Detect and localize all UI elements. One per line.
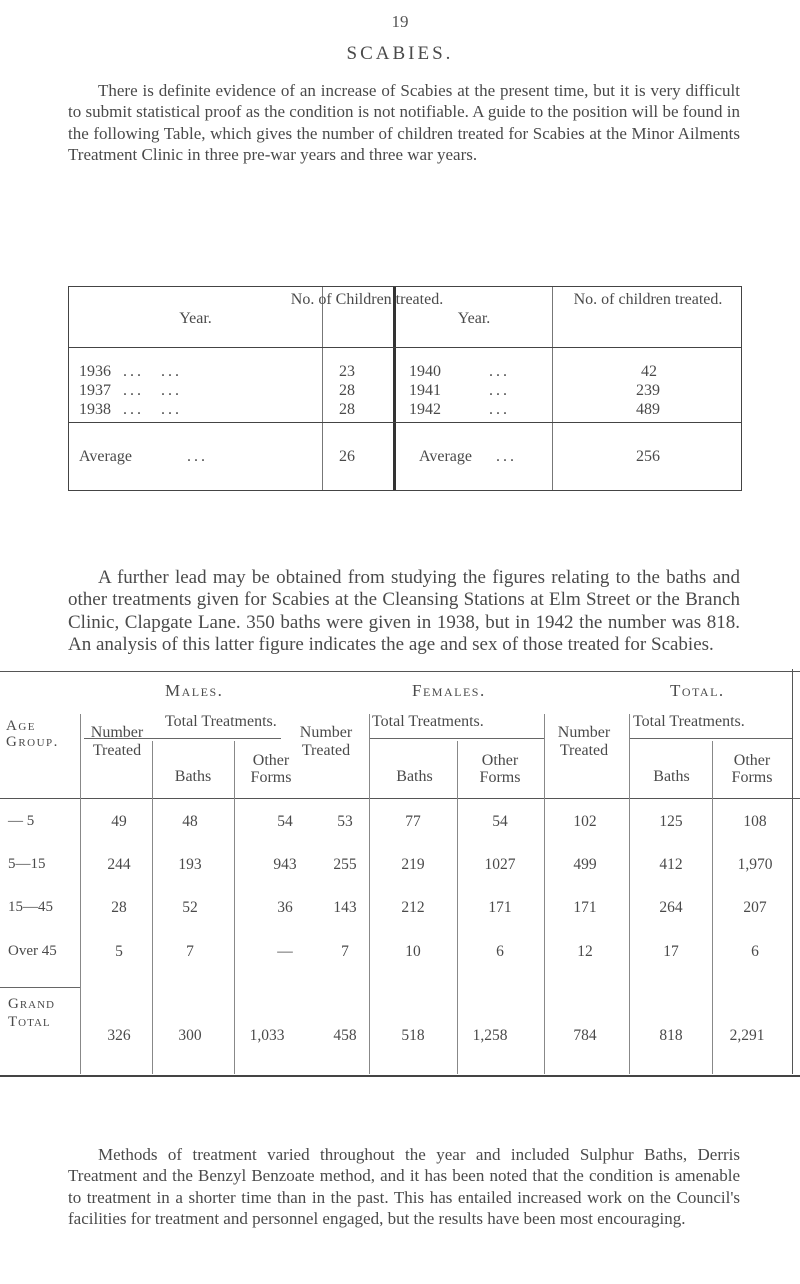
count-right: 239 <box>636 382 660 399</box>
female-baths: 212 <box>401 899 425 916</box>
female-other: 6 <box>496 943 504 960</box>
total-baths: 818 <box>659 1027 683 1044</box>
total-baths: 264 <box>659 899 683 916</box>
male-other: 1,033 <box>249 1027 285 1044</box>
count-right: 489 <box>636 401 660 418</box>
total-number: 784 <box>573 1027 597 1044</box>
female-number: 458 <box>333 1027 357 1044</box>
total-number: 499 <box>573 856 597 873</box>
total-other: 1,970 <box>737 856 773 873</box>
age-group: Over 45 <box>8 943 57 959</box>
total-treatments-header: Total Treatments. <box>633 713 745 730</box>
other-forms-header: Other Forms <box>731 752 773 786</box>
leader: ... <box>161 401 182 418</box>
year-left: 1937 <box>79 382 111 399</box>
male-baths: 52 <box>182 899 198 916</box>
male-number: 28 <box>111 899 127 916</box>
male-other: 54 <box>277 813 293 830</box>
total-baths: 125 <box>659 813 683 830</box>
total-baths: 17 <box>663 943 679 960</box>
children-header-left: No. of Children treated. <box>290 291 444 308</box>
year-header-right: Year. <box>457 310 491 327</box>
number-treated-header: Number Treated <box>90 724 144 759</box>
age-sex-table <box>0 669 800 1114</box>
other-forms-header: Other Forms <box>250 752 292 786</box>
total-number: 12 <box>577 943 593 960</box>
table-row <box>69 363 740 381</box>
leader: ... <box>489 363 510 380</box>
female-other: 1027 <box>484 856 516 873</box>
section-title: SCABIES. <box>346 43 454 64</box>
total-other: 207 <box>743 899 767 916</box>
methods-paragraph: Methods of treatment varied throughout the year and included Sulphur Baths, Derris Treatment and the Benzyl Benzoate method, and it has been noted that the condition is amenable to treatment in a shorter time than in the past. This has entailed increased work on the Council's facilities for treatment and personnel engaged, but the results have been most encouraging. <box>68 1145 740 1229</box>
children-header-right: No. of children treated. <box>573 291 723 308</box>
age-group: 5—15 <box>8 856 46 872</box>
female-number: 143 <box>333 899 357 916</box>
year-right: 1940 <box>409 363 441 380</box>
female-other: 54 <box>492 813 508 830</box>
male-other: 36 <box>277 899 293 916</box>
average-row <box>69 448 740 466</box>
male-number: 244 <box>107 856 131 873</box>
total-other: 6 <box>751 943 759 960</box>
total-header: Total. <box>670 681 725 700</box>
leader: ... <box>489 382 510 399</box>
total-other: 108 <box>743 813 767 830</box>
female-baths: 77 <box>405 813 421 830</box>
leader: ... <box>161 382 182 399</box>
female-baths: 219 <box>401 856 425 873</box>
number-treated-header: Number Treated <box>299 724 353 759</box>
count-left: 23 <box>339 363 355 380</box>
male-other: — <box>277 943 293 960</box>
average-value-left: 26 <box>339 448 355 465</box>
females-header: Females. <box>412 681 486 700</box>
female-baths: 518 <box>401 1027 425 1044</box>
year-left: 1936 <box>79 363 111 380</box>
baths-header: Baths <box>174 768 212 785</box>
further-paragraph: A further lead may be obtained from studying the figures relating to the baths and other treatments given for Scabies at the Cleansing Stations at Elm Street or the Branch Clinic, Clapgate Lane. 350 baths were given in 1938, but in 1942 the number was 818. An analysis of this latter figure indicates the age and sex of those treated for Scabies. <box>68 567 740 655</box>
male-number: 49 <box>111 813 127 830</box>
male-number: 5 <box>115 943 123 960</box>
female-number: 53 <box>337 813 353 830</box>
female-other: 1,258 <box>472 1027 508 1044</box>
male-baths: 7 <box>186 943 194 960</box>
age-group-header: Age Group. <box>6 718 59 750</box>
count-right: 42 <box>641 363 657 380</box>
male-baths: 48 <box>182 813 198 830</box>
female-number: 7 <box>341 943 349 960</box>
intro-paragraph: There is definite evidence of an increase of Scabies at the present time, but it is very difficult to submit statistical proof as the condition is not notifiable. A guide to the position will be found in the following Table, which gives the number of children treated for Scabies at the Minor Ailments Treatment Clinic in three pre-war years and three war years. <box>68 81 740 165</box>
year-left: 1938 <box>79 401 111 418</box>
year-header-left: Year. <box>179 310 212 327</box>
age-group: 15—45 <box>8 899 53 915</box>
page-number: 19 <box>391 12 409 31</box>
year-right: 1942 <box>409 401 441 418</box>
count-left: 28 <box>339 401 355 418</box>
female-number: 255 <box>333 856 357 873</box>
table-row <box>69 382 740 400</box>
total-treatments-header: Total Treatments. <box>165 713 277 730</box>
leader: ... <box>123 363 144 380</box>
age-group: — 5 <box>8 813 35 829</box>
leader: ... <box>187 448 208 465</box>
total-number: 102 <box>573 813 597 830</box>
leader: ... <box>161 363 182 380</box>
leader: ... <box>123 382 144 399</box>
average-label-right: Average <box>419 448 472 465</box>
average-label-left: Average <box>79 448 132 465</box>
male-number: 326 <box>107 1027 131 1044</box>
table-row <box>69 401 740 419</box>
total-treatments-header: Total Treatments. <box>372 713 484 730</box>
average-value-right: 256 <box>636 448 660 465</box>
total-baths: 412 <box>659 856 683 873</box>
male-baths: 300 <box>178 1027 202 1044</box>
grand-total-label: Grand Total <box>8 996 56 1030</box>
female-other: 171 <box>488 899 512 916</box>
total-number: 171 <box>573 899 597 916</box>
males-header: Males. <box>165 681 224 700</box>
baths-header: Baths <box>396 768 433 785</box>
total-other: 2,291 <box>729 1027 765 1044</box>
leader: ... <box>123 401 144 418</box>
count-left: 28 <box>339 382 355 399</box>
male-baths: 193 <box>178 856 202 873</box>
baths-header: Baths <box>653 768 690 785</box>
number-treated-header: Number Treated <box>557 724 611 759</box>
yearly-children-table <box>68 286 742 491</box>
female-baths: 10 <box>405 943 421 960</box>
leader: ... <box>489 401 510 418</box>
leader: ... <box>496 448 517 465</box>
year-right: 1941 <box>409 382 441 399</box>
male-other: 943 <box>273 856 297 873</box>
other-forms-header: Other Forms <box>479 752 521 786</box>
